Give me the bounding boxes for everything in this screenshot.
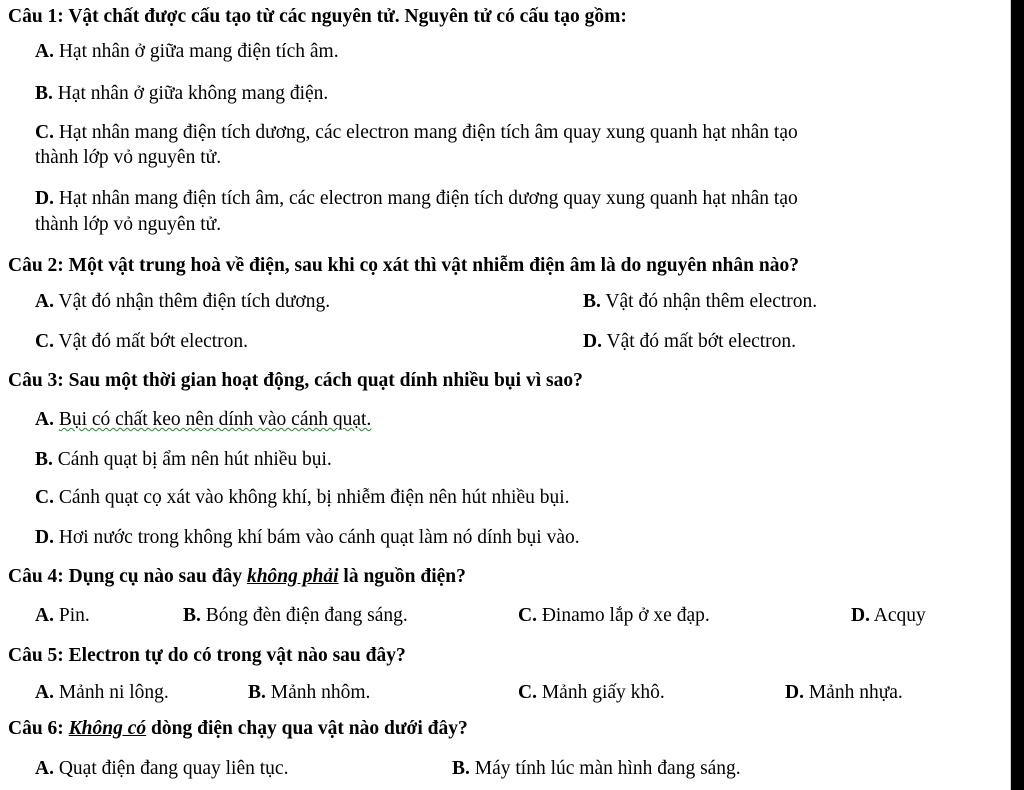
option-label: C. <box>35 122 54 143</box>
option-label: B. <box>183 605 201 626</box>
option-text: Hạt nhân mang điện tích âm, các electron mang điện tích dương quay xung quanh hạt nhân tạo <box>58 188 798 209</box>
option-text: Hạt nhân ở giữa mang điện tích âm. <box>58 41 339 62</box>
option-text: Vật đó nhận thêm điện tích dương. <box>58 291 331 312</box>
title-text: Câu 4: Dụng cụ nào sau đây <box>8 566 247 587</box>
negation-emphasis: không phải <box>246 566 339 587</box>
option-label: D. <box>583 331 602 352</box>
q5-option-d <box>785 681 903 705</box>
q1-option-c-continued: thành lớp vỏ nguyên tử. <box>35 147 222 168</box>
q1-option-d-continued: thành lớp vỏ nguyên tử. <box>35 214 222 235</box>
q5-option-b <box>248 681 370 705</box>
option-text: Cánh quạt bị ẩm nên hút nhiều bụi. <box>57 449 332 470</box>
q4-option-a <box>35 604 90 628</box>
option-text: Vật đó mất bớt electron. <box>606 331 797 352</box>
negation-emphasis: Không có <box>68 718 147 739</box>
question-1-title: Câu 1: Vật chất được cấu tạo từ các nguyên tử. Nguyên tử có cấu tạo gồm: <box>8 6 627 27</box>
option-text: Hơi nước trong không khí bám vào cánh quạt làm nó dính bụi vào. <box>58 527 580 548</box>
option-label: D. <box>35 188 54 209</box>
option-text: Acquy <box>873 605 926 626</box>
option-text: Pin. <box>58 605 90 626</box>
q2-option-a <box>35 290 330 314</box>
q4-option-c <box>518 604 710 628</box>
option-label: C. <box>518 605 537 626</box>
option-label: B. <box>35 83 53 104</box>
option-label: B. <box>35 449 53 470</box>
option-label: A. <box>35 605 54 626</box>
option-text: Hạt nhân mang điện tích dương, các electron mang điện tích âm quay xung quanh hạt nhân tạo <box>58 122 798 143</box>
q3-option-a <box>35 408 371 432</box>
option-label: D. <box>35 527 54 548</box>
option-text: Mảnh giấy khô. <box>541 682 665 703</box>
q1-option-b <box>35 82 328 106</box>
option-label: A. <box>35 291 54 312</box>
option-label: A. <box>35 409 54 430</box>
question-6-title <box>8 717 468 741</box>
option-text: Cánh quạt cọ xát vào không khí, bị nhiễm điện nên hút nhiều bụi. <box>58 487 570 508</box>
option-text: Máy tính lúc màn hình đang sáng. <box>474 758 741 779</box>
option-text: Bóng đèn điện đang sáng. <box>205 605 408 626</box>
option-label: B. <box>248 682 266 703</box>
option-label: A. <box>35 758 54 779</box>
option-text: Mảnh nhôm. <box>270 682 371 703</box>
option-label: A. <box>35 41 54 62</box>
option-label: B. <box>452 758 470 779</box>
question-5-title: Câu 5: Electron tự do có trong vật nào sau đây? <box>8 645 406 666</box>
option-text: Mảnh ni lông. <box>58 682 169 703</box>
q2-option-d <box>583 330 796 354</box>
q4-option-d <box>851 604 926 628</box>
option-text: Hạt nhân ở giữa không mang điện. <box>57 83 329 104</box>
option-text: Đinamo lắp ở xe đạp. <box>541 605 710 626</box>
option-label: C. <box>35 487 54 508</box>
option-text: Bụi có chất keo nên dính vào cánh quạt. <box>58 409 372 430</box>
option-text: Mảnh nhựa. <box>808 682 903 703</box>
q1-option-d <box>35 187 798 211</box>
option-label: D. <box>851 605 870 626</box>
question-4-title <box>8 565 466 589</box>
q5-option-c <box>518 681 665 705</box>
question-2-title: Câu 2: Một vật trung hoà về điện, sau khi cọ xát thì vật nhiễm điện âm là do nguyên nhân nào? <box>8 255 799 276</box>
q4-option-b <box>183 604 408 628</box>
question-3-title: Câu 3: Sau một thời gian hoạt động, cách quạt dính nhiều bụi vì sao? <box>8 370 583 391</box>
q6-option-b <box>452 757 741 781</box>
option-label: C. <box>518 682 537 703</box>
option-text: Vật đó mất bớt electron. <box>58 331 249 352</box>
title-text: dòng điện chạy qua vật nào dưới đây? <box>146 718 468 739</box>
q6-option-a <box>35 757 288 781</box>
q1-option-a <box>35 40 339 64</box>
title-text: Câu 6: <box>8 718 69 739</box>
option-label: D. <box>785 682 804 703</box>
option-label: B. <box>583 291 601 312</box>
option-label: C. <box>35 331 54 352</box>
option-label: A. <box>35 682 54 703</box>
q3-option-c <box>35 486 570 510</box>
q2-option-b <box>583 290 817 314</box>
option-text: Vật đó nhận thêm electron. <box>605 291 818 312</box>
q2-option-c <box>35 330 248 354</box>
q5-option-a <box>35 681 169 705</box>
title-text: là nguồn điện? <box>338 566 466 587</box>
q3-option-d <box>35 526 580 550</box>
q3-option-b <box>35 448 332 472</box>
option-text: Quạt điện đang quay liên tục. <box>58 758 289 779</box>
q1-option-c <box>35 121 798 145</box>
